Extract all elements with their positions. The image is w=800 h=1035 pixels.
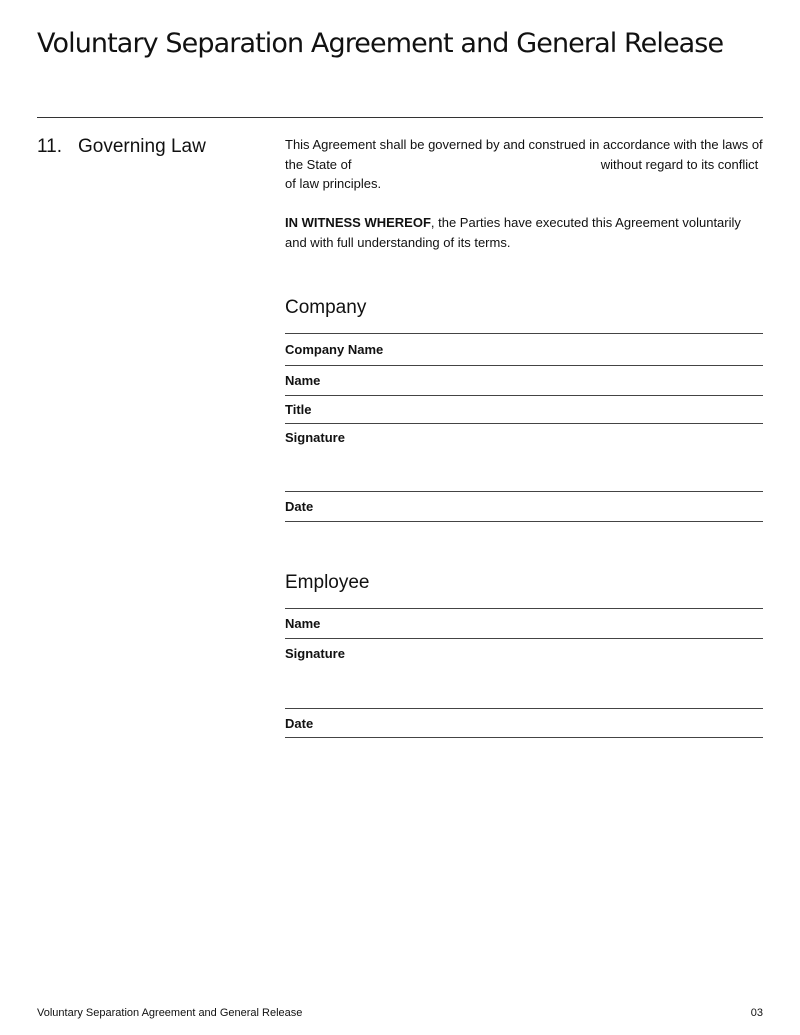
document-title: Voluntary Separation Agreement and General Release — [37, 28, 724, 59]
footer-page-number: 03 — [750, 1007, 763, 1019]
governing-law-text-before: This Agreement shall be governed by and construed in accordance with the laws of the State of — [285, 137, 763, 172]
witness-heading: IN WITNESS WHEREOF — [285, 215, 431, 230]
employee-date-line[interactable] — [285, 737, 763, 738]
footer-document-title: Voluntary Separation Agreement and General Release — [37, 1007, 303, 1019]
employee-heading-rule — [285, 608, 763, 609]
section-number: 11. — [37, 136, 63, 157]
title-divider — [37, 117, 763, 118]
company-date-line[interactable] — [285, 521, 763, 522]
employee-heading: Employee — [285, 572, 370, 593]
employee-name-line[interactable] — [285, 638, 763, 639]
company-signer-title-label: Title — [285, 402, 312, 417]
company-name-line[interactable] — [285, 365, 763, 366]
company-name-label: Company Name — [285, 342, 384, 357]
company-signature-label: Signature — [285, 430, 345, 445]
section-title: Governing Law — [78, 136, 206, 157]
employee-date-label: Date — [285, 716, 314, 731]
employee-signature-label: Signature — [285, 646, 345, 661]
company-date-label: Date — [285, 499, 314, 514]
company-signer-title-line[interactable] — [285, 423, 763, 424]
company-heading: Company — [285, 297, 367, 318]
employee-signature-line[interactable] — [285, 708, 763, 709]
company-signer-name-line[interactable] — [285, 395, 763, 396]
employee-name-label: Name — [285, 616, 321, 631]
company-heading-rule — [285, 333, 763, 334]
company-signer-name-label: Name — [285, 373, 321, 388]
witness-paragraph — [285, 213, 763, 252]
governing-law-paragraph — [285, 135, 763, 194]
governing-law-text-after: without regard to its conflict of law principles. — [285, 156, 759, 191]
company-signature-line[interactable] — [285, 491, 763, 492]
witness-text: , the Parties have executed this Agreement voluntarily and with full understanding of its terms. — [285, 215, 741, 250]
